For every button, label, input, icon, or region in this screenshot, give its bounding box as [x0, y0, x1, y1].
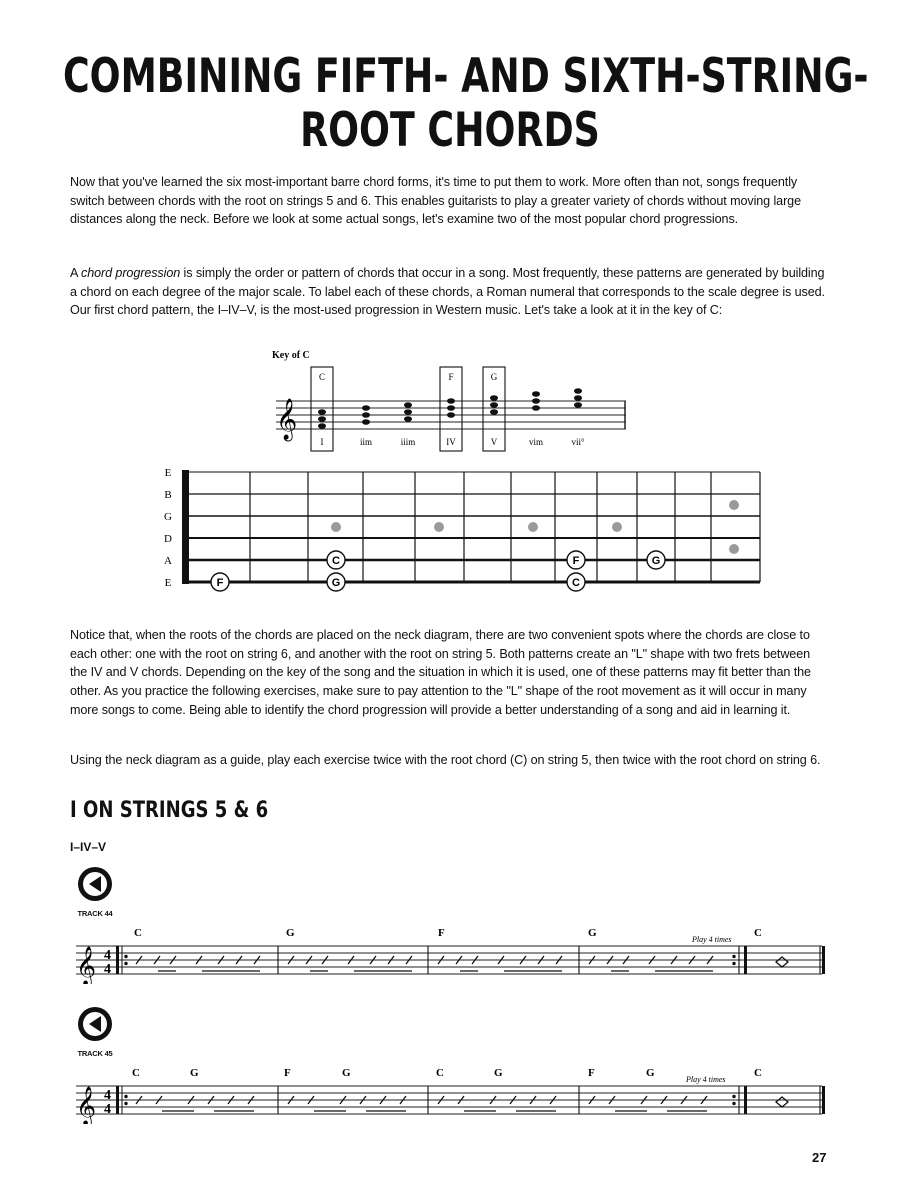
guitar-neck-diagram [150, 462, 770, 594]
root-g-string5 [647, 551, 665, 569]
rhythm-slashes [136, 1096, 788, 1111]
track-44-block[interactable] [72, 866, 118, 918]
string-label-low-e: E [164, 577, 172, 589]
root-c-string6 [567, 573, 585, 591]
string-label-d: D [164, 533, 172, 545]
rhythm-staff-track-44 [70, 922, 840, 984]
track45-repeat-text: Play 4 times [686, 1075, 726, 1084]
numeral-viidim: vii° [571, 437, 585, 447]
neck-explanation-paragraph: Notice that, when the roots of the chords are placed on the neck diagram, there are two convenient spots where the chords are close to each other: one with the root on string 6, and another with the root on string 5. Both patterns create an "L" shape with two frets between the IV and V chords. Depending on the key of the song and the situation in which it is used, one of these patterns may fit better than the other. As you practice the following exercises, make sure to pay attention to the "L" shape of the root movement as it will occur in many more songs to come. Being able to identify the chord progression will provide a better understanding of a song and aid in learning it. [70, 628, 811, 717]
svg-text:C: C [572, 577, 580, 589]
numeral-iiim: iiim [400, 437, 416, 447]
root-f-string5 [567, 551, 585, 569]
numeral-iv: IV [446, 437, 456, 447]
string-label-high-e: E [164, 467, 172, 479]
track45-chord-9: C [754, 1067, 762, 1079]
page-title-line-1: COMBINING FIFTH- AND SIXTH-STRING- [63, 49, 869, 104]
svg-text:4: 4 [104, 962, 111, 977]
track44-chord-3: F [438, 927, 445, 939]
svg-text:4: 4 [104, 1102, 111, 1117]
numeral-i: I [320, 437, 324, 447]
track45-chord-4: G [342, 1067, 351, 1079]
exercise-instruction-paragraph: Using the neck diagram as a guide, play each exercise twice with the root chord (C) on string 5, then twice with the root chord on string 6. [70, 753, 821, 767]
audio-play-icon[interactable] [75, 866, 115, 902]
intro-paragraph: Now that you've learned the six most-important barre chord forms, it's time to put them to work. More often than not, songs frequently switch between chords with the root on strings 5 and 6. This enables guitarists to play a greater variety of chords without moving large distances along the neck. Before we look at some actual songs, let's examine two of the most popular chord progressions. [70, 175, 801, 227]
root-g-string6 [327, 573, 345, 591]
chord-progression-term: chord progression [81, 266, 181, 280]
boxed-chord-g: G [490, 372, 498, 382]
string-label-a: A [164, 555, 172, 567]
svg-text:4: 4 [104, 1088, 111, 1103]
track44-chord-1: C [134, 927, 142, 939]
treble-clef-icon: 𝄞 [76, 1088, 97, 1124]
rhythm-staff-track-45 [70, 1062, 840, 1124]
page-title [63, 49, 869, 158]
root-f-string6 [211, 573, 229, 591]
scale-chords-notation [260, 345, 640, 457]
track44-chord-2: G [286, 927, 295, 939]
key-of-c-label: Key of C [272, 350, 310, 361]
track44-chord-4: G [588, 927, 597, 939]
chord-note-stacks [318, 388, 582, 429]
string-label-g: G [164, 511, 172, 523]
track45-chord-7: F [588, 1067, 595, 1079]
track45-chord-8: G [646, 1067, 655, 1079]
track45-chord-1: C [132, 1067, 140, 1079]
p2-prefix: A [70, 266, 82, 280]
track44-chord-5: C [754, 927, 762, 939]
p2-rest: is simply the order or pattern of chords that occur in a song. Most frequently, these patterns are generated by building a chord on each degree of the major scale. To label each of these chords, a Roman numeral that corresponds to the scale degree is used. Our first chord pattern, the I–IV–V, is the most-used progression in Western music. Let's take a look at it in the key of C: [70, 266, 825, 318]
numeral-vim: vim [528, 437, 544, 447]
svg-text:F: F [216, 577, 224, 589]
boxed-chord-f: F [448, 372, 454, 382]
track45-chord-3: F [284, 1067, 291, 1079]
page-title-line-2: ROOT CHORDS [300, 103, 600, 158]
progression-label: I–IV–V [70, 840, 107, 854]
fret-position-markers [331, 500, 739, 554]
boxed-chord-c: C [318, 372, 326, 382]
svg-text:G: G [651, 555, 661, 567]
treble-clef-icon: 𝄞 [276, 399, 298, 439]
track45-chord-2: G [190, 1067, 199, 1079]
track45-chord-6: G [494, 1067, 503, 1079]
svg-text:4: 4 [104, 948, 111, 963]
string-label-b: B [164, 489, 172, 501]
track45-chord-5: C [436, 1067, 444, 1079]
chord-progression-paragraph [70, 264, 830, 320]
track44-repeat-text: Play 4 times [692, 935, 732, 944]
page-number: 27 [812, 1150, 827, 1165]
track-45-label: TRACK 45 [77, 1049, 113, 1058]
track-44-label: TRACK 44 [77, 909, 113, 918]
numeral-iim: iim [359, 437, 373, 447]
track-45-block[interactable] [72, 1006, 118, 1058]
root-c-string5 [327, 551, 345, 569]
numeral-v: V [490, 437, 498, 447]
audio-play-icon[interactable] [75, 1006, 115, 1042]
svg-text:C: C [332, 555, 340, 567]
svg-text:F: F [572, 555, 580, 567]
section-title: I ON STRINGS 5 & 6 [70, 798, 269, 823]
treble-clef-icon: 𝄞 [76, 948, 97, 984]
rhythm-slashes [136, 956, 788, 971]
svg-text:G: G [331, 577, 341, 589]
